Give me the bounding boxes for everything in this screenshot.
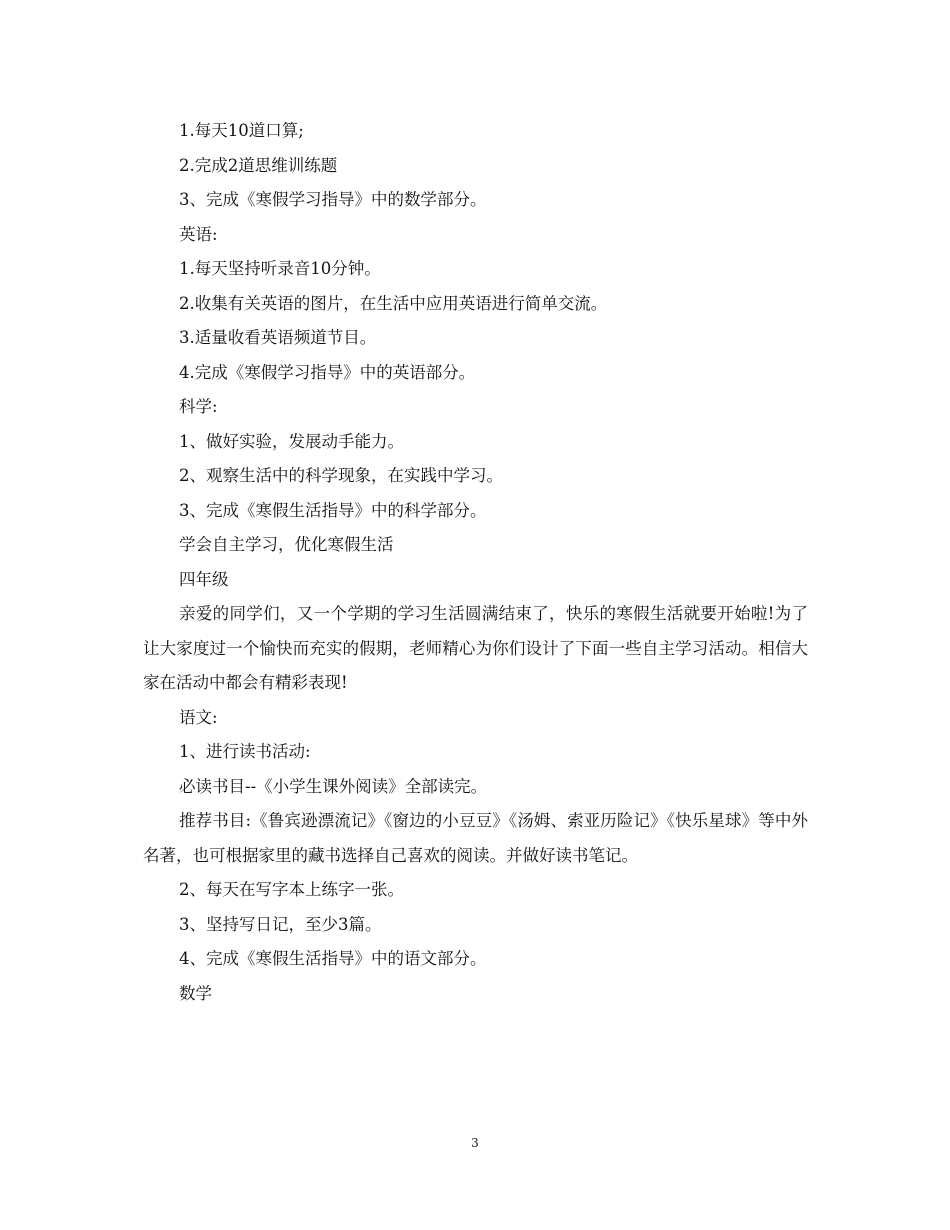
paragraph-science-item-2: 2、观察生活中的科学现象，在实践中学习。 xyxy=(179,466,503,485)
paragraph-math-item-2: 2.完成2道思维训练题 xyxy=(179,155,338,175)
paragraph-chinese-item-2: 2、每天在写字本上练字一张。 xyxy=(179,880,404,899)
page-number: 3 xyxy=(471,1136,479,1150)
paragraph-english-item-3: 3.适量收看英语频道节目。 xyxy=(179,328,377,347)
paragraph-intro: 亲爱的同学们，又一个学期的学习生活圆满结束了，快乐的寒假生活就要开始啦!为了让大家度过一个愉快而充实的假期，老师精心为你们设计了下面一些自主学习活动。相信大家在活动中都会有精彩表现! xyxy=(143,604,808,692)
section-title: 学会自主学习，优化寒假生活 xyxy=(179,535,394,554)
paragraph-english-item-1: 1.每天坚持听录音10分钟。 xyxy=(179,259,381,278)
grade-heading: 四年级 xyxy=(179,569,229,589)
paragraph-recommended-reading: 推荐书目:《鲁宾逊漂流记》《窗边的小豆豆》《汤姆、索亚历险记》《快乐星球》等中外名著，也可根据家里的藏书选择自己喜欢的阅读。并做好读书笔记。 xyxy=(143,811,808,865)
paragraph-chinese-item-3: 3、坚持写日记，至少3篇。 xyxy=(179,914,382,934)
heading-math: 数学 xyxy=(179,983,212,1003)
paragraph-english-item-4: 4.完成《寒假学习指导》中的英语部分。 xyxy=(179,362,476,382)
document-body xyxy=(143,114,808,1011)
paragraph-chinese-item-4: 4、完成《寒假生活指导》中的语文部分。 xyxy=(179,949,487,968)
heading-english: 英语: xyxy=(179,224,218,244)
paragraph-science-item-3: 3、完成《寒假生活指导》中的科学部分。 xyxy=(179,500,487,520)
paragraph-required-reading: 必读书目--《小学生课外阅读》全部读完。 xyxy=(179,776,488,796)
paragraph-math-item-3: 3、完成《寒假学习指导》中的数学部分。 xyxy=(179,190,487,209)
paragraph-english-item-2: 2.收集有关英语的图片，在生活中应用英语进行简单交流。 xyxy=(179,293,608,313)
heading-science: 科学: xyxy=(179,397,218,416)
paragraph-chinese-item-1: 1、进行读书活动: xyxy=(179,742,311,761)
paragraph-science-item-1: 1、做好实验，发展动手能力。 xyxy=(179,431,404,451)
paragraph-math-item-1: 1.每天10道口算; xyxy=(179,121,304,140)
heading-chinese: 语文: xyxy=(179,707,218,727)
